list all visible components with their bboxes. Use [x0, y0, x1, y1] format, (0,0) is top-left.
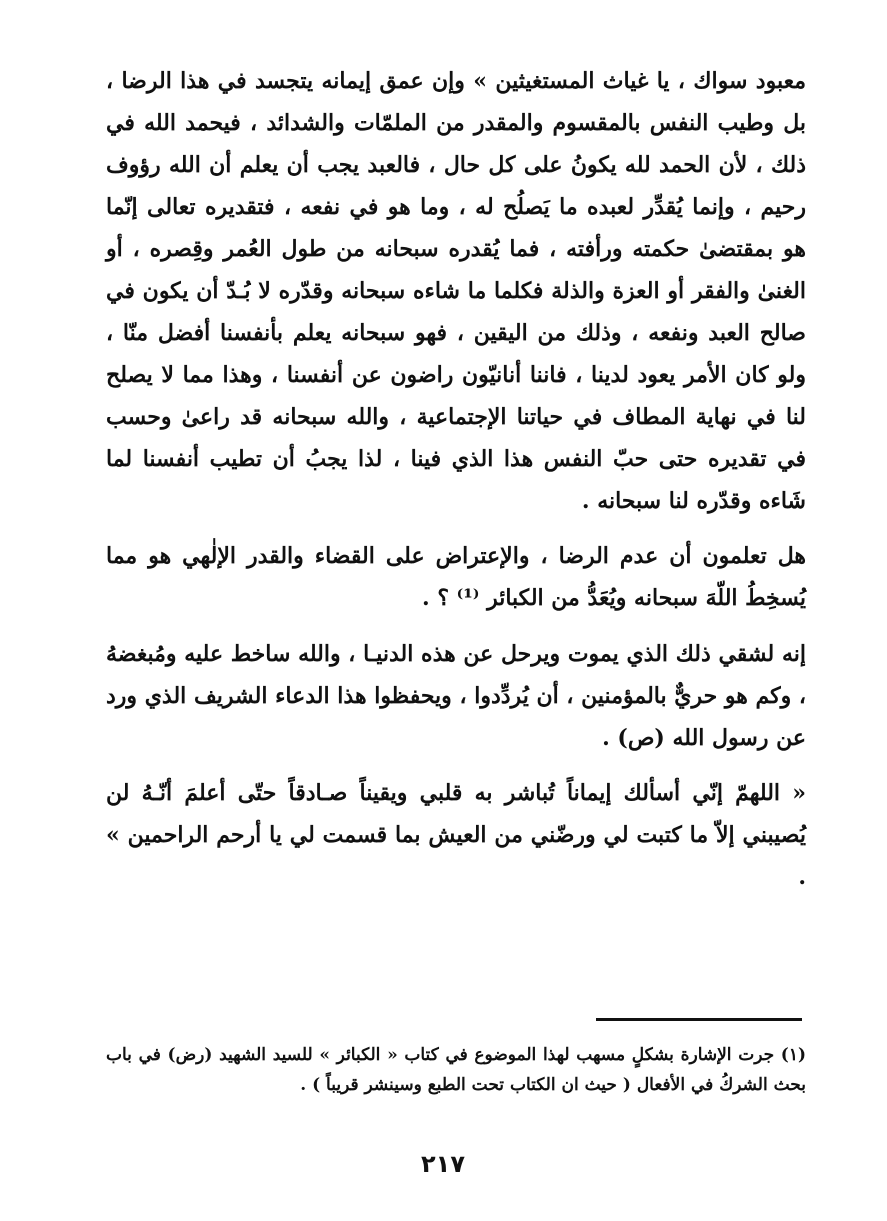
footnote: (١) جرت الإشارة بشكلٍ مسهب لهذا الموضوع في كتاب « الكبائر » للسيد الشهيد (رض) في باب بحث الشركُ في الأفعال ( حيث ان الكتاب تحت الطبع وسينشر قريباً ) . [106, 1045, 806, 1095]
footnote-divider [596, 1018, 802, 1021]
body-paragraph-3: إنه لشقي ذلك الذي يموت ويرحل عن هذه الدنيـا ، والله ساخط عليه ومُبغضهُ ، وكم هو حريٌّ بالمؤمنين ، أن يُردِّدوا ، ويحفظوا هذا الدعاء الشريف الذي ورد عن رسول الله (ص) . [106, 641, 806, 751]
page-number: ٢١٧ [421, 1150, 465, 1178]
body-paragraph-1: معبود سواك ، يا غياث المستغيثين » وإن عمق إيمانه يتجسد في هذا الرضا ، بل وطيب النفس بالمقسوم والمقدر من الملمّات والشدائد ، فيحمد الله في ذلك ، لأن الحمد لله يكونُ على كل حال ، فالعبد يجب أن يعلم أن الله رؤوف رحيم ، وإنما يُقدِّر لعبده ما يَصلُح له ، وما هو في نفعه ، فتقديره تعالى إنّما هو بمقتضىٰ حكمته ورأفته ، فما يُقدره سبحانه من طول العُمر وقِصره ، أو الغنىٰ والفقر أو العزة والذلة فكلما ما شاءه سبحانه وقدّره لا بُـدّ أن يكون في صالح العبد ونفعه ، وذلك من اليقين ، فهو سبحانه يعلم بأنفسنا أفضل منّا ، ولو كان الأمر يعود لدينا ، فاننا أنانيّون راضون عن أنفسنا ، وهذا مما لا يصلح لنا في نهاية المطاف في حياتنا الإجتماعية ، والله سبحانه قد راعىٰ وحسب في تقديره حتى حبّ النفس هذا الذي فينا ، لذا يجبُ أن تطيب أنفسنا لما شَاءه وقدّره لنا سبحانه . [106, 68, 806, 514]
body-paragraph-2: هل تعلمون أن عدم الرضا ، والإعتراض على القضاء والقدر الإلٰهي هو مما يُسخِطُ اللّهَ سبحانه ويُعَدُّ من الكبائر ⁽¹⁾ ؟ . [106, 543, 806, 611]
body-paragraph-4-prayer: « اللهمّ إنّي أسألك إيماناً تُباشر به قلبي ويقيناً صـادقاً حتّى أعلمَ أنّـهُ لن يُصيبني إلاّ ما كتبت لي ورضّني من العيش بما قسمت لي يا أرحم الراحمين » . [106, 780, 806, 890]
